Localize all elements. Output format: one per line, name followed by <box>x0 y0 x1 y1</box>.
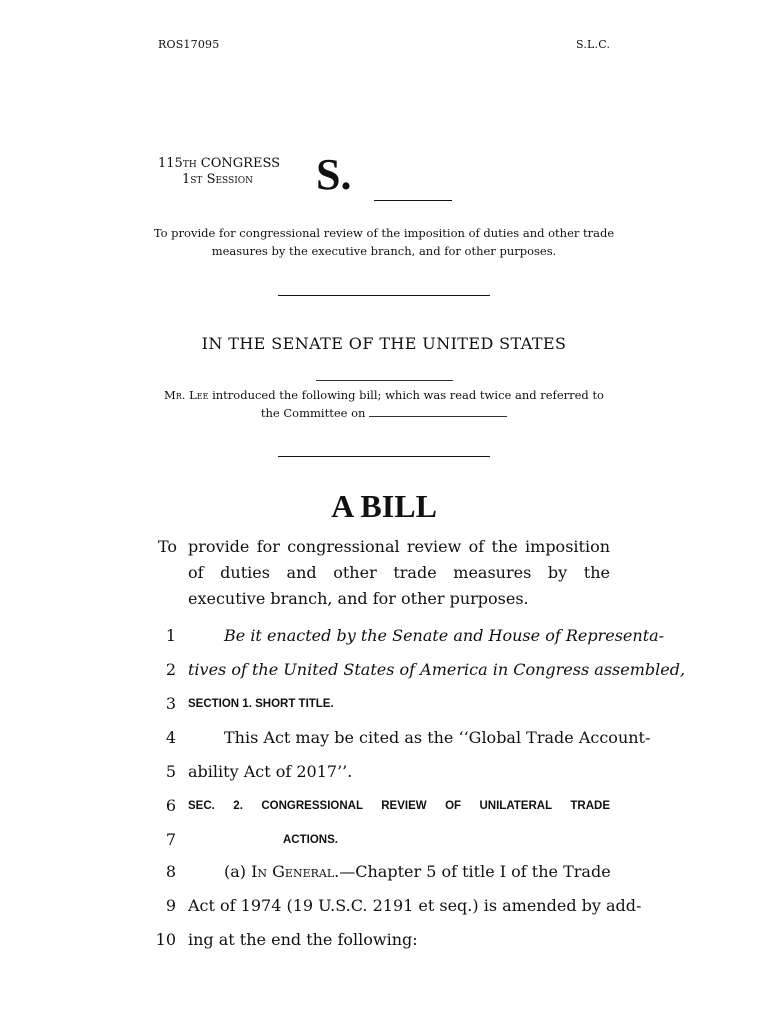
enacting-clause: tives of the United States of America in Congress assembled, <box>188 660 686 679</box>
subsection-text: ing at the end the following: <box>188 930 418 949</box>
enacting-clause: Be it enacted by the Senate and House of Representa- <box>224 626 665 645</box>
section-text: This Act may be cited as the ‘‘Global Trade Account- <box>224 728 651 747</box>
bill-number-blank <box>374 200 452 201</box>
divider-rule <box>278 295 490 296</box>
line-number: 4 <box>165 728 176 747</box>
bill-line <box>120 862 620 896</box>
subsection-body: —Chapter 5 of title I of the Trade <box>339 862 611 881</box>
chamber-heading: IN THE SENATE OF THE UNITED STATES <box>201 334 567 353</box>
bill-line <box>120 830 620 864</box>
purpose-text: provide for congressional review of the imposition of duties and other trade measures by the executive branch, and for other purposes. <box>188 537 610 608</box>
line-number: 5 <box>165 762 176 781</box>
section-text: ability Act of 2017’’. <box>188 762 353 781</box>
subsection-text <box>188 862 610 881</box>
divider-rule <box>278 456 490 457</box>
bill-line <box>120 660 686 694</box>
bill-line <box>120 896 642 930</box>
bill-line <box>120 930 620 964</box>
bill-line <box>120 796 620 830</box>
bill-prefix: S. <box>316 150 352 199</box>
long-purpose <box>158 534 610 612</box>
line-number: 9 <box>165 896 176 915</box>
subsection-heading: In General. <box>251 862 340 881</box>
committee-blank <box>369 405 507 417</box>
bill-line <box>120 694 620 728</box>
purpose-to: To <box>158 537 178 556</box>
line-number: 8 <box>165 862 176 881</box>
line-number: 1 <box>165 626 176 645</box>
subsection-text: Act of 1974 (19 U.S.C. 2191 et seq.) is amended by add- <box>188 896 642 915</box>
bill-line <box>120 626 665 660</box>
bill-title: A BILL <box>331 488 437 524</box>
document-id: ROS17095 <box>158 38 220 51</box>
section-heading: ACTIONS. <box>283 834 338 846</box>
line-number: 7 <box>165 830 176 849</box>
thin-divider <box>316 380 453 381</box>
document-code: S.L.C. <box>576 38 611 51</box>
bill-line <box>120 762 620 796</box>
congress-number: 115th CONGRESS <box>158 156 281 171</box>
line-number: 3 <box>165 694 176 713</box>
line-number: 2 <box>165 660 176 679</box>
introduction-body: introduced the following bill; which was read twice and referred to the Committee on <box>208 388 604 420</box>
short-purpose: To provide for congressional review of the imposition of duties and other trade measures by the executive branch, and for other purposes. <box>153 226 615 258</box>
section-heading: SEC. 2. CONGRESSIONAL REVIEW OF UNILATERAL TRADE <box>188 800 610 812</box>
subsection-prefix: (a) <box>224 862 252 881</box>
sponsor-name: Mr. Lee <box>164 388 209 402</box>
line-number: 6 <box>165 796 176 815</box>
bill-line <box>120 728 651 762</box>
line-number: 10 <box>155 930 176 949</box>
session-label: 1st Session <box>182 172 254 187</box>
section-heading: SECTION 1. SHORT TITLE. <box>188 698 334 710</box>
introduction-text <box>160 386 608 422</box>
